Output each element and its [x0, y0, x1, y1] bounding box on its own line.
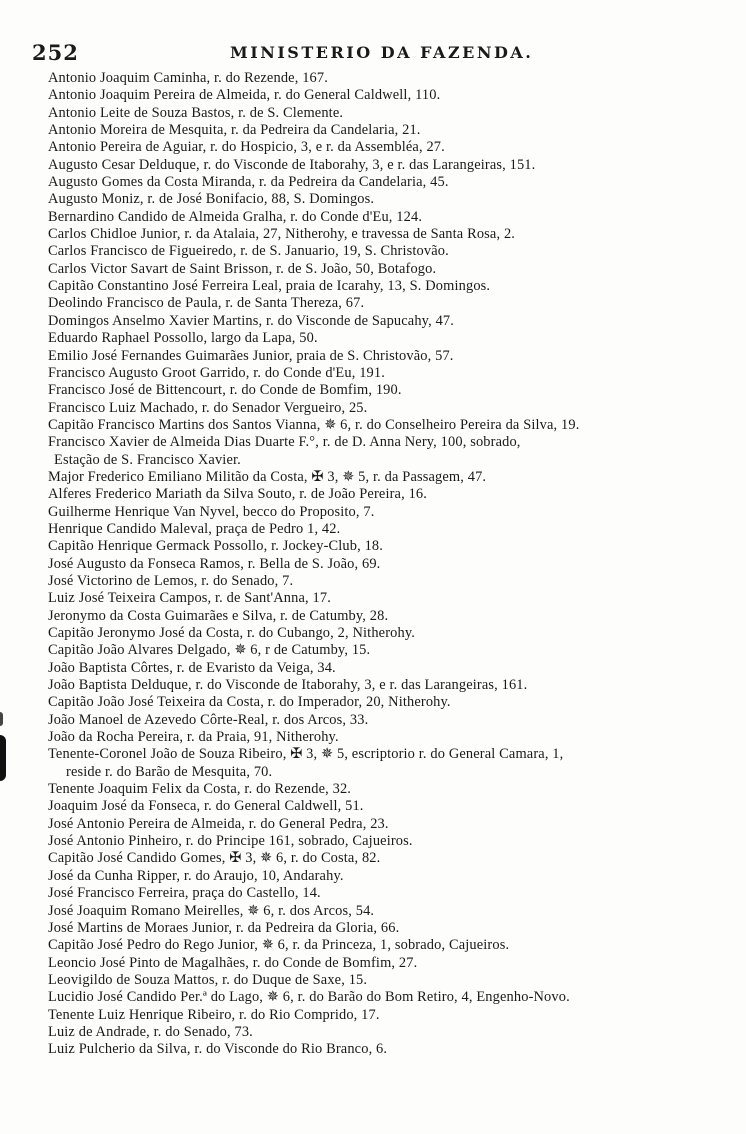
binding-mark [0, 735, 6, 781]
list-item: Capitão Jeronymo José da Costa, r. do Cubango, 2, Nitherohy. [48, 625, 415, 641]
list-item: João Baptista Delduque, r. do Visconde de Itaborahy, 3, e r. das Larangeiras, 161. [48, 677, 528, 694]
list-item: Leovigildo de Souza Mattos, r. do Duque de Saxe, 15. [48, 971, 368, 988]
list-item: Antonio Joaquim Pereira de Almeida, r. do General Caldwell, 110. [48, 87, 441, 104]
list-item: Luiz José Teixeira Campos, r. de Sant'Anna, 17. [48, 590, 331, 607]
list-item: Emilio José Fernandes Guimarães Junior, praia de S. Christovão, 57. [48, 347, 454, 364]
list-item: Carlos Francisco de Figueiredo, r. de S. Januario, 19, S. Christovão. [48, 243, 449, 260]
list-item-continuation: Estação de S. Francisco Xavier. [54, 451, 241, 468]
list-item: Capitão José Pedro do Rego Junior, ✵ 6, r. da Princeza, 1, sobrado, Cajueiros. [48, 937, 510, 954]
binding-mark-small [0, 712, 3, 726]
list-item: Eduardo Raphael Possollo, largo da Lapa, 50. [48, 330, 318, 347]
list-item: José Antonio Pereira de Almeida, r. do General Pedra, 23. [48, 815, 389, 832]
list-item: Henrique Candido Maleval, praça de Pedro 1, 42. [48, 520, 341, 537]
list-item: José Joaquim Romano Meirelles, ✵ 6, r. dos Arcos, 54. [48, 902, 375, 919]
entry-list [48, 70, 720, 1059]
list-item: Capitão Francisco Martins dos Santos Vianna, ✵ 6, r. do Conselheiro Pereira da Silva, 19. [48, 416, 580, 433]
list-item: Deolindo Francisco de Paula, r. de Santa Thereza, 67. [48, 295, 365, 312]
list-item: Lucidio José Candido Per.ª do Lago, ✵ 6, r. do Barão do Bom Retiro, 4, Engenho-Novo. [48, 989, 570, 1006]
list-item: Capitão Henrique Germack Possollo, r. Jockey-Club, 18. [48, 538, 384, 555]
list-item: Guilherme Henrique Van Nyvel, becco do Proposito, 7. [48, 503, 375, 520]
list-item: João Manoel de Azevedo Côrte-Real, r. dos Arcos, 33. [48, 711, 369, 728]
list-item: José da Cunha Ripper, r. do Araujo, 10, Andarahy. [48, 867, 344, 884]
list-item: Bernardino Candido de Almeida Gralha, r. do Conde d'Eu, 124. [48, 208, 423, 225]
list-item: José Martins de Moraes Junior, r. da Pedreira da Gloria, 66. [48, 919, 400, 936]
list-item: Tenente-Coronel João de Souza Ribeiro, ✠ 3, ✵ 5, escriptorio r. do General Camara, 1, [48, 746, 564, 763]
list-item: Francisco Xavier de Almeida Dias Duarte F.°, r. de D. Anna Nery, 100, sobrado, [48, 434, 521, 451]
list-item: Leoncio José Pinto de Magalhães, r. do Conde de Bomfim, 27. [48, 954, 418, 971]
list-item: Capitão José Candido Gomes, ✠ 3, ✵ 6, r. do Costa, 82. [48, 850, 381, 867]
list-item: Luiz Pulcherio da Silva, r. do Visconde do Rio Branco, 6. [48, 1041, 388, 1058]
list-item: José Victorino de Lemos, r. do Senado, 7. [48, 572, 294, 589]
list-item: Capitão João Alvares Delgado, ✵ 6, r de Catumby, 15. [48, 642, 371, 659]
list-item: José Antonio Pinheiro, r. do Principe 161, sobrado, Cajueiros. [48, 833, 413, 850]
list-item: Capitão João José Teixeira da Costa, r. do Imperador, 20, Nitherohy. [48, 694, 451, 711]
list-item: Augusto Gomes da Costa Miranda, r. da Pedreira da Candelaria, 45. [48, 174, 449, 191]
list-item: Joaquim José da Fonseca, r. do General Caldwell, 51. [48, 798, 364, 815]
page-header [32, 40, 712, 68]
list-item: Carlos Chidloe Junior, r. da Atalaia, 27, Nitherohy, e travessa de Santa Rosa, 2. [48, 226, 516, 243]
list-item: Major Frederico Emiliano Militão da Costa, ✠ 3, ✵ 5, r. da Passagem, 47. [48, 468, 487, 485]
list-item: Antonio Moreira de Mesquita, r. da Pedreira da Candelaria, 21. [48, 122, 421, 139]
list-item-continuation: reside r. do Barão de Mesquita, 70. [66, 763, 273, 780]
list-item: Francisco Luiz Machado, r. do Senador Vergueiro, 25. [48, 399, 368, 416]
list-item: Alferes Frederico Mariath da Silva Souto, r. de João Pereira, 16. [48, 486, 428, 503]
list-item: Tenente Luiz Henrique Ribeiro, r. do Rio Comprido, 17. [48, 1006, 380, 1023]
list-item: Antonio Pereira de Aguiar, r. do Hospicio, 3, e r. da Assembléa, 27. [48, 139, 445, 156]
list-item: Luiz de Andrade, r. do Senado, 73. [48, 1023, 253, 1040]
list-item: Francisco Augusto Groot Garrido, r. do Conde d'Eu, 191. [48, 364, 385, 381]
list-item: Antonio Leite de Souza Bastos, r. de S. Clemente. [48, 104, 344, 121]
page-number: 252 [32, 40, 79, 65]
list-item: José Augusto da Fonseca Ramos, r. Bella de S. João, 69. [48, 555, 381, 572]
list-item: João da Rocha Pereira, r. da Praia, 91, Nitherohy. [48, 729, 339, 746]
list-item: João Baptista Côrtes, r. de Evaristo da Veiga, 34. [48, 659, 336, 676]
list-item: Domingos Anselmo Xavier Martins, r. do Visconde de Sapucahy, 47. [48, 312, 455, 329]
list-item: Augusto Moniz, r. de José Bonifacio, 88, S. Domingos. [48, 191, 375, 208]
list-item: Tenente Joaquim Felix da Costa, r. do Rezende, 32. [48, 781, 352, 798]
list-item: José Francisco Ferreira, praça do Castello, 14. [48, 885, 321, 902]
list-item: Antonio Joaquim Caminha, r. do Rezende, 167. [48, 70, 328, 86]
list-item: Francisco José de Bittencourt, r. do Conde de Bomfim, 190. [48, 382, 402, 399]
list-item: Carlos Victor Savart de Saint Brisson, r. de S. João, 50, Botafogo. [48, 260, 437, 277]
list-item: Augusto Cesar Delduque, r. do Visconde de Itaborahy, 3, e r. das Larangeiras, 151. [48, 156, 536, 173]
list-item: Capitão Constantino José Ferreira Leal, praia de Icarahy, 13, S. Domingos. [48, 278, 491, 295]
list-item: Jeronymo da Costa Guimarães e Silva, r. de Catumby, 28. [48, 607, 389, 624]
running-title: MINISTERIO DA FAZENDA. [230, 43, 534, 62]
